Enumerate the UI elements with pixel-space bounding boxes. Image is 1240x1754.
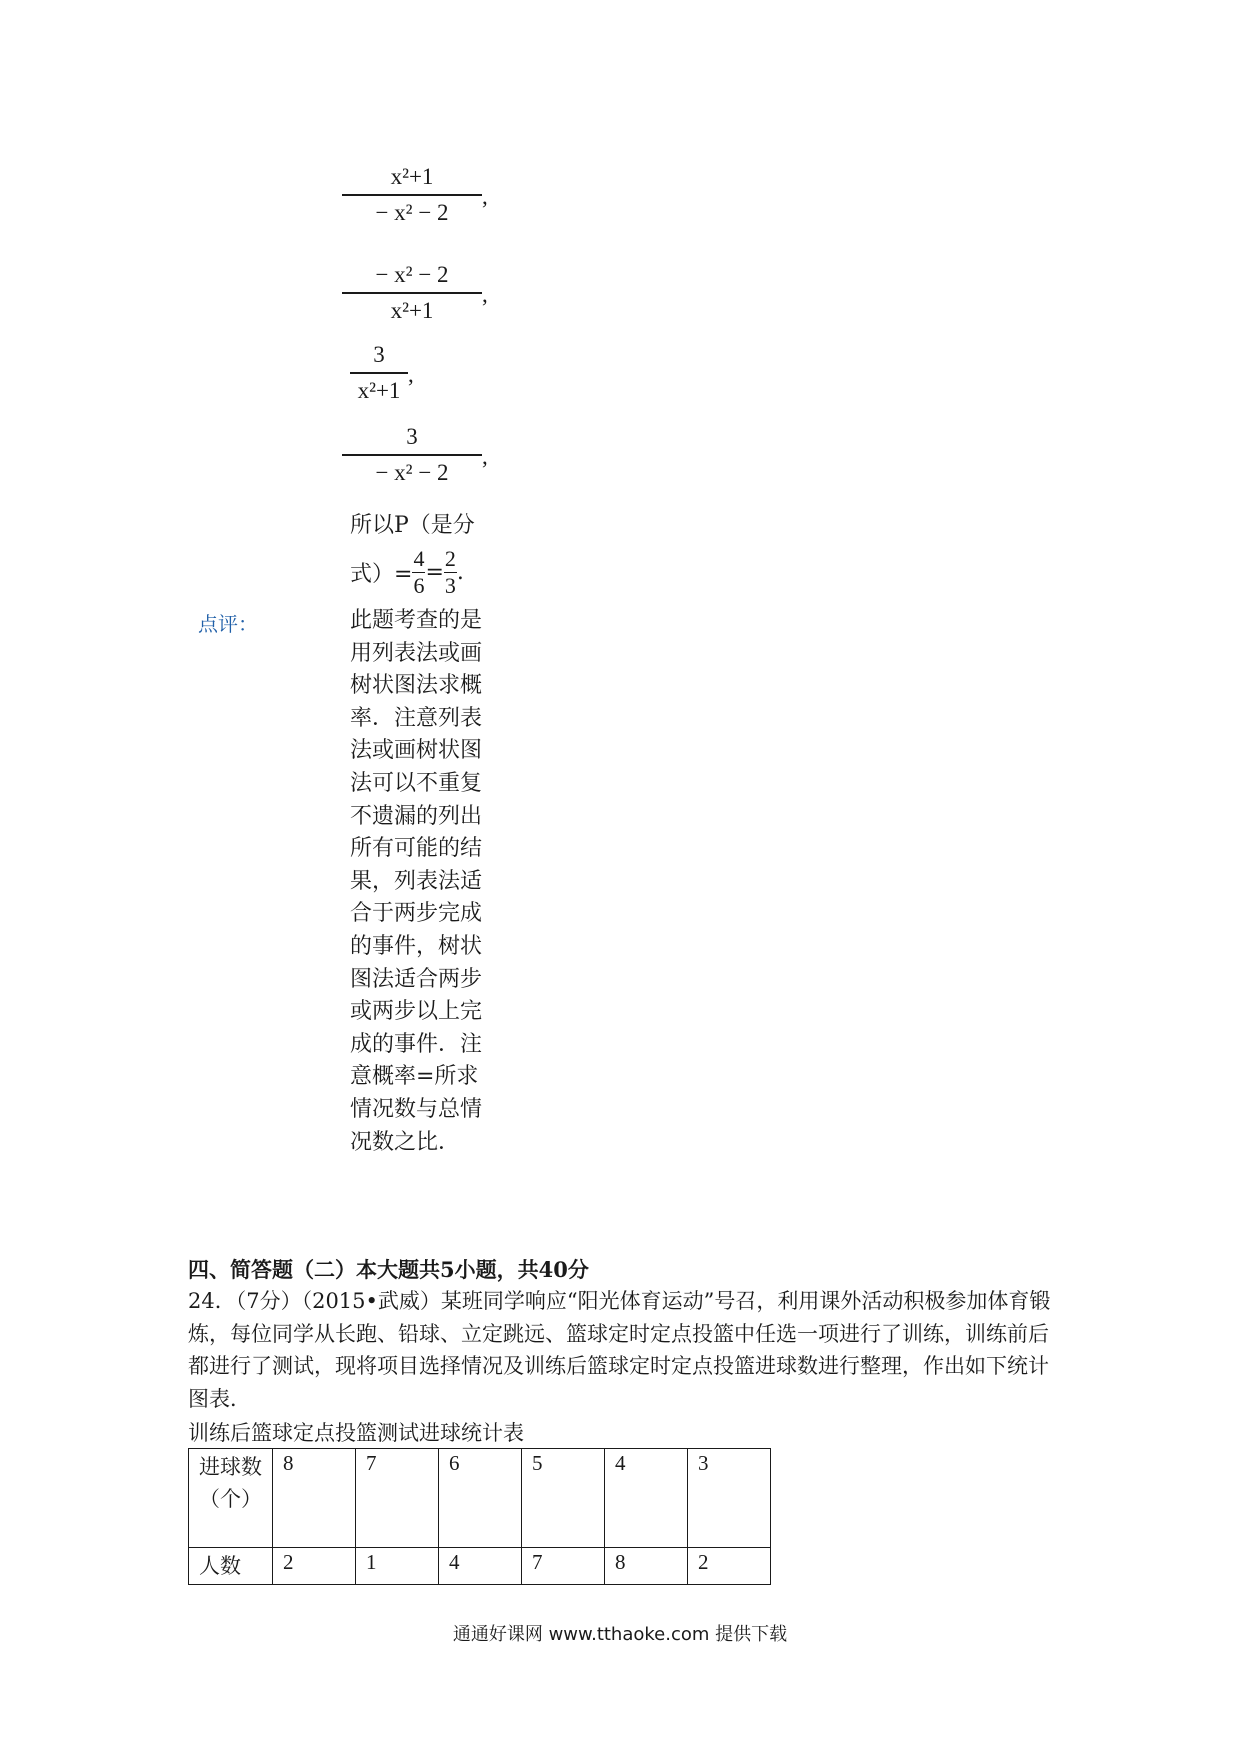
fraction-2-numerator: − x² − 2 [375,262,449,287]
comment-label: 点评： [198,612,258,636]
table-title: 训练后篮球定点投篮测试进球统计表 [188,1421,524,1445]
fraction-two-thirds-denominator: 3 [444,573,456,598]
conclusion-prefix: 式）= [350,562,413,587]
conclusion-line-2 [350,546,464,599]
goals-cell: 3 [688,1449,771,1548]
fraction-3-denominator: x²+1 [357,378,401,403]
people-cell: 1 [356,1548,439,1585]
fraction-3 [350,340,414,406]
fraction-2-comma: , [482,282,488,307]
goals-cell: 5 [522,1449,605,1548]
table-row-people [189,1548,771,1585]
goals-cell: 4 [605,1449,688,1548]
fraction-1 [342,162,488,228]
fraction-2-bar [342,292,482,294]
equals-sign: = [425,560,444,585]
fraction-four-sixths-numerator: 4 [413,546,425,571]
goals-stats-table [188,1448,771,1585]
fraction-1-comma: , [482,184,488,209]
comment-text: 此题考查的是用列表法或画树状图法求概率．注意列表法或画树状图法可以不重复不遗漏的列出所有可能的结果，列表法适合于两步完成的事件，树状图法适合两步或两步以上完成的事件．注意概率=所求情况数与总情况数之比． [350,608,483,1155]
conclusion-line-1: 所以P（是分 [350,513,475,538]
fraction-3-comma: , [408,362,414,387]
fraction-4-bar [342,454,482,456]
conclusion-end: . [456,560,464,585]
fraction-3-numerator: 3 [373,342,385,367]
people-header-cell: 人数 [189,1548,273,1585]
fraction-2-denominator: x²+1 [390,298,434,323]
fraction-4-denominator: − x² − 2 [375,460,449,485]
fraction-1-numerator: x²+1 [390,164,434,189]
fraction-four-sixths-denominator: 6 [413,573,425,598]
problem-24-text: 24．（7分）（2015•武威）某班同学响应“阳光体育运动”号召，利用课外活动积极参加体育锻炼，每位同学从长跑、铅球、立定跳远、篮球定时定点投篮中任选一项进行了训练，训练前后都进行了测试，现将项目选择情况及训练后篮球定时定点投篮进球数进行整理，作出如下统计图表． [188,1289,1051,1411]
fraction-1-denominator: − x² − 2 [375,200,449,225]
fraction-two-thirds [444,546,457,599]
table-row-goals [189,1449,771,1548]
fraction-4-numerator: 3 [406,424,418,449]
goals-cell: 6 [439,1449,522,1548]
goals-cell: 7 [356,1449,439,1548]
people-cell: 4 [439,1548,522,1585]
fraction-1-bar [342,194,482,196]
people-cell: 2 [273,1548,356,1585]
fraction-4 [342,422,488,488]
footer-source: 通通好课网 www.tthaoke.com 提供下载 [452,1624,788,1645]
fraction-four-sixths [412,546,425,599]
goals-cell: 8 [273,1449,356,1548]
goals-header-cell: 进球数（个） [189,1449,273,1548]
fraction-4-comma: , [482,444,488,469]
section-title: 四、简答题（二）本大题共5小题，共40分 [188,1257,589,1282]
people-cell: 7 [522,1548,605,1585]
fraction-3-bar [350,372,408,374]
people-cell: 2 [688,1548,771,1585]
fraction-two-thirds-numerator: 2 [444,546,456,571]
people-cell: 8 [605,1548,688,1585]
fraction-2 [342,260,488,326]
